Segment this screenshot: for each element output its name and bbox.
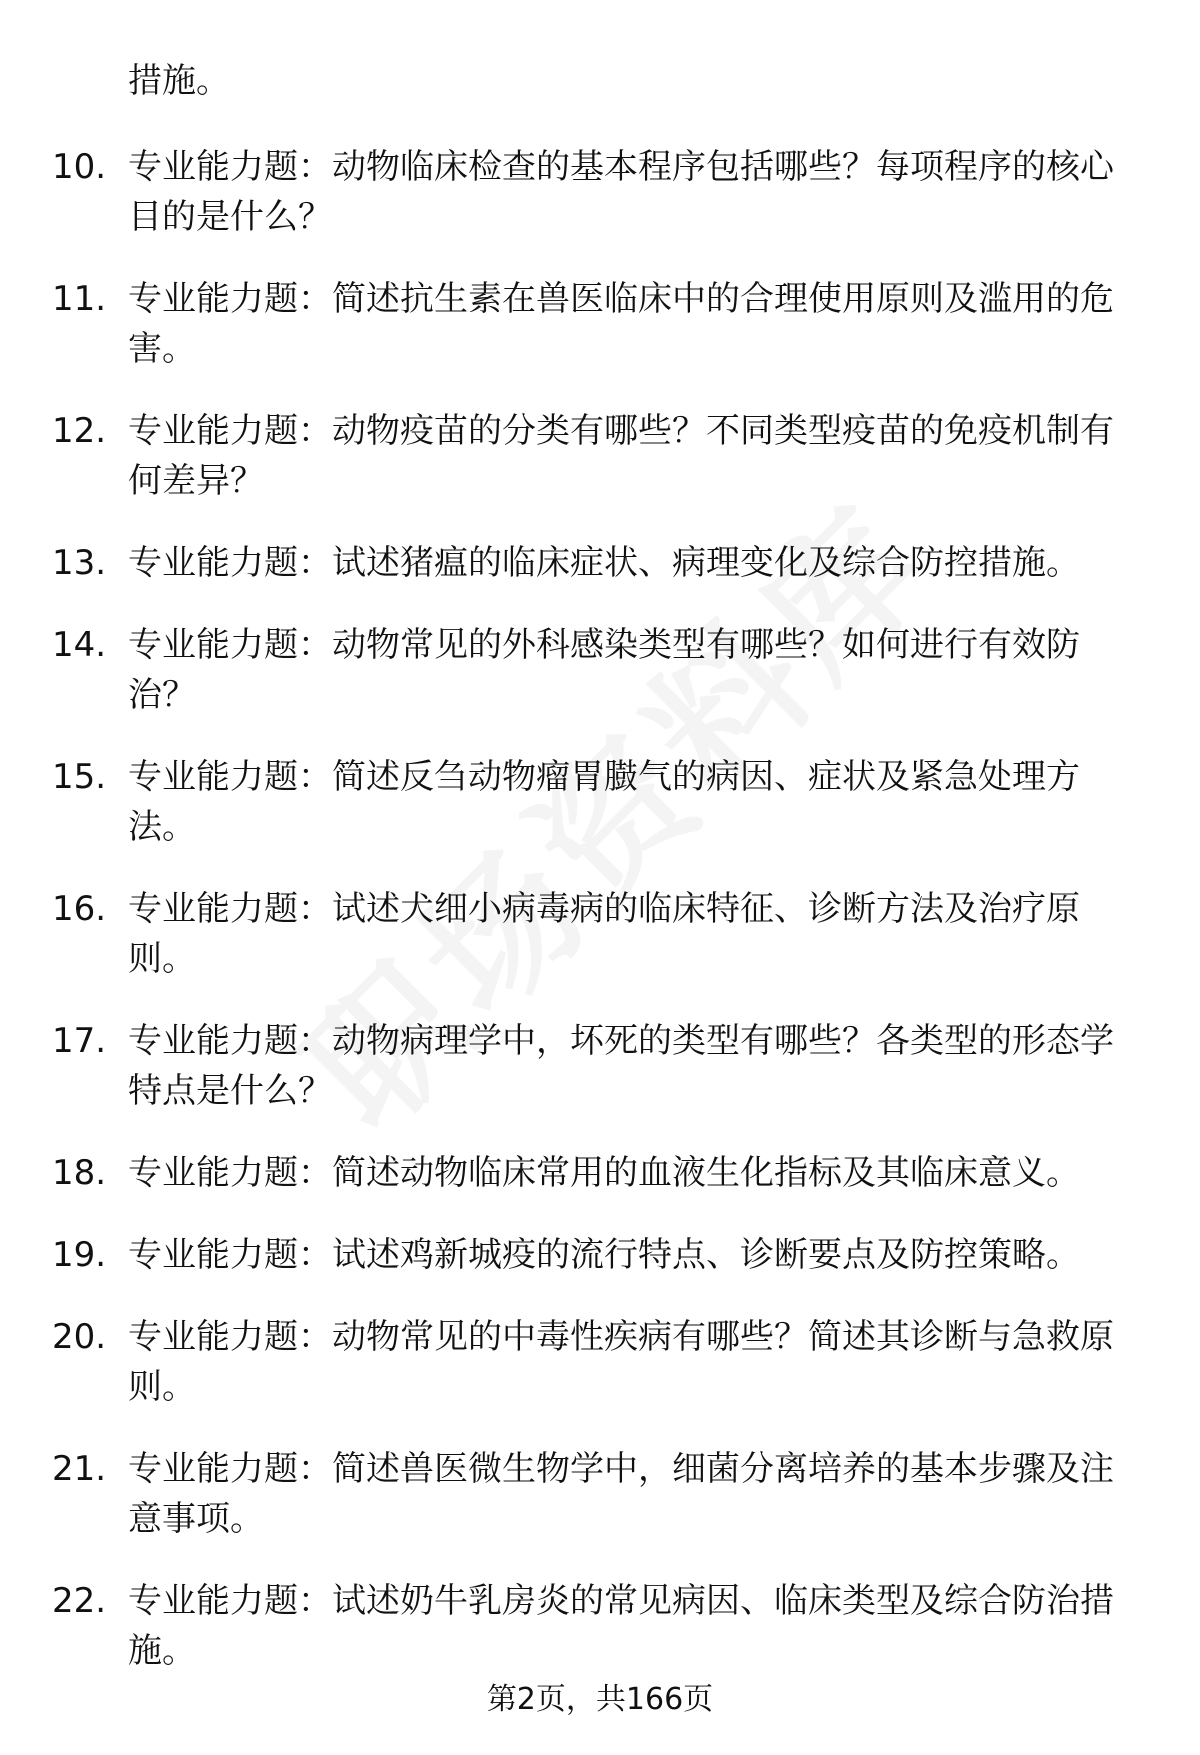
question-text: 专业能力题：简述抗生素在兽医临床中的合理使用原则及滥用的危害。: [128, 279, 1114, 369]
question-text: 专业能力题：简述动物临床常用的血液生化指标及其临床意义。: [128, 1153, 1080, 1193]
question-text: 专业能力题：试述犬细小病毒病的临床特征、诊断方法及治疗原则。: [128, 889, 1080, 979]
question-item: [0, 1576, 1138, 1676]
question-text: 专业能力题：简述反刍动物瘤胃臌气的病因、症状及紧急处理方法。: [128, 757, 1080, 847]
question-number: 10.: [52, 147, 107, 187]
question-text: 专业能力题：试述猪瘟的临床症状、病理变化及综合防控措施。: [128, 543, 1080, 583]
question-item: [0, 1230, 1138, 1280]
question-number: 21.: [52, 1449, 107, 1489]
question-number: 13.: [52, 543, 107, 583]
question-item: [0, 1016, 1138, 1116]
question-item: [0, 884, 1138, 984]
question-list: [0, 142, 1200, 1708]
question-text: 专业能力题：动物常见的外科感染类型有哪些？如何进行有效防治？: [128, 625, 1080, 715]
question-item: [0, 274, 1138, 374]
question-text: 专业能力题：试述鸡新城疫的流行特点、诊断要点及防控策略。: [128, 1235, 1080, 1275]
question-number: 14.: [52, 625, 107, 665]
question-text: 专业能力题：动物疫苗的分类有哪些？不同类型疫苗的免疫机制有何差异？: [128, 411, 1114, 501]
question-number: 16.: [52, 889, 107, 929]
question-text: 专业能力题：简述兽医微生物学中，细菌分离培养的基本步骤及注意事项。: [128, 1449, 1114, 1539]
question-item: [0, 620, 1138, 720]
question-text: 专业能力题：动物病理学中，坏死的类型有哪些？各类型的形态学特点是什么？: [128, 1021, 1114, 1111]
question-number: 17.: [52, 1021, 107, 1061]
question-item: [0, 1148, 1138, 1198]
question-item: [0, 538, 1138, 588]
question-number: 15.: [52, 757, 107, 797]
question-number: 20.: [52, 1317, 107, 1357]
question-number: 18.: [52, 1153, 107, 1193]
question-number: 11.: [52, 279, 107, 319]
question-text: 专业能力题：试述奶牛乳房炎的常见病因、临床类型及综合防治措施。: [128, 1581, 1114, 1671]
question-item: [0, 406, 1138, 506]
question-number: 22.: [52, 1581, 107, 1621]
continuation-text: 措施。: [128, 61, 230, 101]
question-text: 专业能力题：动物临床检查的基本程序包括哪些？每项程序的核心目的是什么？: [128, 147, 1114, 237]
question-number: 19.: [52, 1235, 107, 1275]
question-number: 12.: [52, 411, 107, 451]
page-footer: 第2页，共166页: [486, 1682, 714, 1717]
question-text: 专业能力题：动物常见的中毒性疾病有哪些？简述其诊断与急救原则。: [128, 1317, 1114, 1407]
question-item: [0, 1312, 1138, 1412]
question-item: [0, 752, 1138, 852]
question-item: [0, 1444, 1138, 1544]
question-item: [0, 142, 1138, 242]
